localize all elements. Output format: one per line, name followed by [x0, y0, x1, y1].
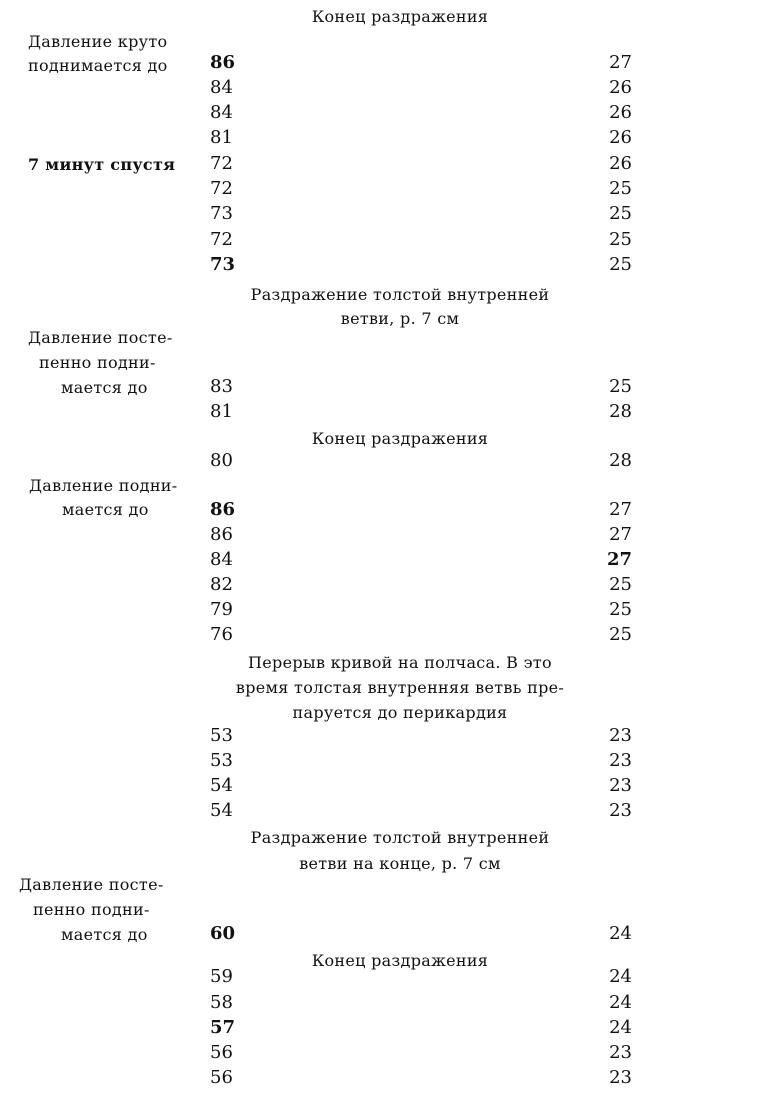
row-value-col1: 72 [210, 229, 233, 250]
note-pressure-gradually-rises-1-line-1: Давление посте- [28, 328, 173, 347]
heading-stimulation-1-line-1: Раздражение толстой внутренней [250, 285, 550, 304]
row-value-col2: 23 [609, 800, 632, 821]
row-value-col2: 25 [609, 574, 632, 595]
row-value-col2: 23 [609, 1042, 632, 1063]
row-value-col1: 82 [210, 574, 233, 595]
row-value-col2: 24 [609, 966, 632, 987]
note-seven-minutes-later: 7 минут спустя [28, 155, 176, 174]
row-value-col1: 72 [210, 153, 233, 174]
row-value-col2: 24 [609, 923, 632, 944]
row-value-col1: 57 [210, 1017, 236, 1038]
heading-end-stimulation-2: Конец раздражения [311, 429, 489, 448]
row-value-col2: 23 [609, 1067, 632, 1088]
row-value-col2: 23 [609, 750, 632, 771]
note-pressure-gradually-rises-1-line-2: пенно подни- [39, 353, 156, 372]
row-value-col1: 86 [210, 524, 233, 545]
heading-end-stimulation-3: Конец раздражения [311, 951, 489, 970]
row-value-col2: 27 [609, 499, 632, 520]
row-value-col2: 27 [609, 524, 632, 545]
row-value-col2: 26 [609, 102, 632, 123]
row-value-col1: 86 [210, 499, 236, 520]
row-value-col1: 86 [210, 52, 236, 73]
heading-pause-line-3: паруется до перикардия [292, 703, 508, 722]
row-value-col2: 26 [609, 127, 632, 148]
row-value-col2: 25 [609, 376, 632, 397]
row-value-col2: 23 [609, 775, 632, 796]
row-value-col2: 24 [609, 992, 632, 1013]
row-value-col1: 56 [210, 1067, 233, 1088]
row-value-col1: 73 [210, 203, 233, 224]
note-pressure-rises-line-2: мается до [62, 500, 149, 519]
row-value-col1: 80 [210, 450, 233, 471]
row-value-col2: 25 [609, 229, 632, 250]
row-value-col1: 54 [210, 800, 233, 821]
row-value-col2: 24 [609, 1017, 632, 1038]
row-value-col1: 76 [210, 624, 233, 645]
heading-stimulation-1-line-2: ветви, р. 7 см [340, 309, 460, 328]
row-value-col1: 84 [210, 77, 233, 98]
heading-stimulation-2-line-2: ветви на конце, р. 7 см [299, 854, 501, 873]
row-value-col1: 60 [210, 923, 236, 944]
row-value-col2: 23 [609, 725, 632, 746]
row-value-col1: 84 [210, 102, 233, 123]
note-pressure-rises-steeply-line-1: Давление круто [28, 32, 168, 51]
heading-stimulation-2-line-1: Раздражение толстой внутренней [250, 828, 550, 847]
row-value-col1: 56 [210, 1042, 233, 1063]
row-value-col1: 83 [210, 376, 233, 397]
row-value-col2: 26 [609, 77, 632, 98]
heading-end-stimulation-1: Конец раздражения [311, 7, 489, 26]
note-pressure-gradually-rises-1-line-3: мается до [61, 378, 148, 397]
row-value-col2: 25 [609, 178, 632, 199]
note-pressure-gradually-rises-2-line-1: Давление посте- [19, 875, 164, 894]
row-value-col2: 25 [609, 254, 632, 275]
row-value-col1: 81 [210, 401, 233, 422]
row-value-col1: 72 [210, 178, 233, 199]
row-value-col2: 26 [609, 153, 632, 174]
note-pressure-rises-steeply-line-2: поднимается до [28, 56, 168, 75]
heading-pause-line-2: время толстая внутренняя ветвь пре- [235, 678, 565, 697]
row-value-col1: 81 [210, 127, 233, 148]
row-value-col2: 27 [609, 52, 632, 73]
row-value-col2: 25 [609, 624, 632, 645]
row-value-col2: 25 [609, 203, 632, 224]
row-value-col1: 53 [210, 725, 233, 746]
note-pressure-rises-line-1: Давление подни- [29, 476, 178, 495]
row-value-col1: 59 [210, 966, 233, 987]
heading-pause-line-1: Перерыв кривой на полчаса. В это [248, 653, 552, 672]
note-pressure-gradually-rises-2-line-2: пенно подни- [33, 900, 150, 919]
row-value-col1: 79 [210, 599, 233, 620]
row-value-col2: 27 [606, 549, 632, 570]
note-pressure-gradually-rises-2-line-3: мается до [61, 925, 148, 944]
row-value-col2: 25 [609, 599, 632, 620]
row-value-col1: 84 [210, 549, 233, 570]
row-value-col1: 53 [210, 750, 233, 771]
row-value-col1: 54 [210, 775, 233, 796]
row-value-col1: 73 [210, 254, 236, 275]
row-value-col1: 58 [210, 992, 233, 1013]
row-value-col2: 28 [609, 450, 632, 471]
row-value-col2: 28 [609, 401, 632, 422]
